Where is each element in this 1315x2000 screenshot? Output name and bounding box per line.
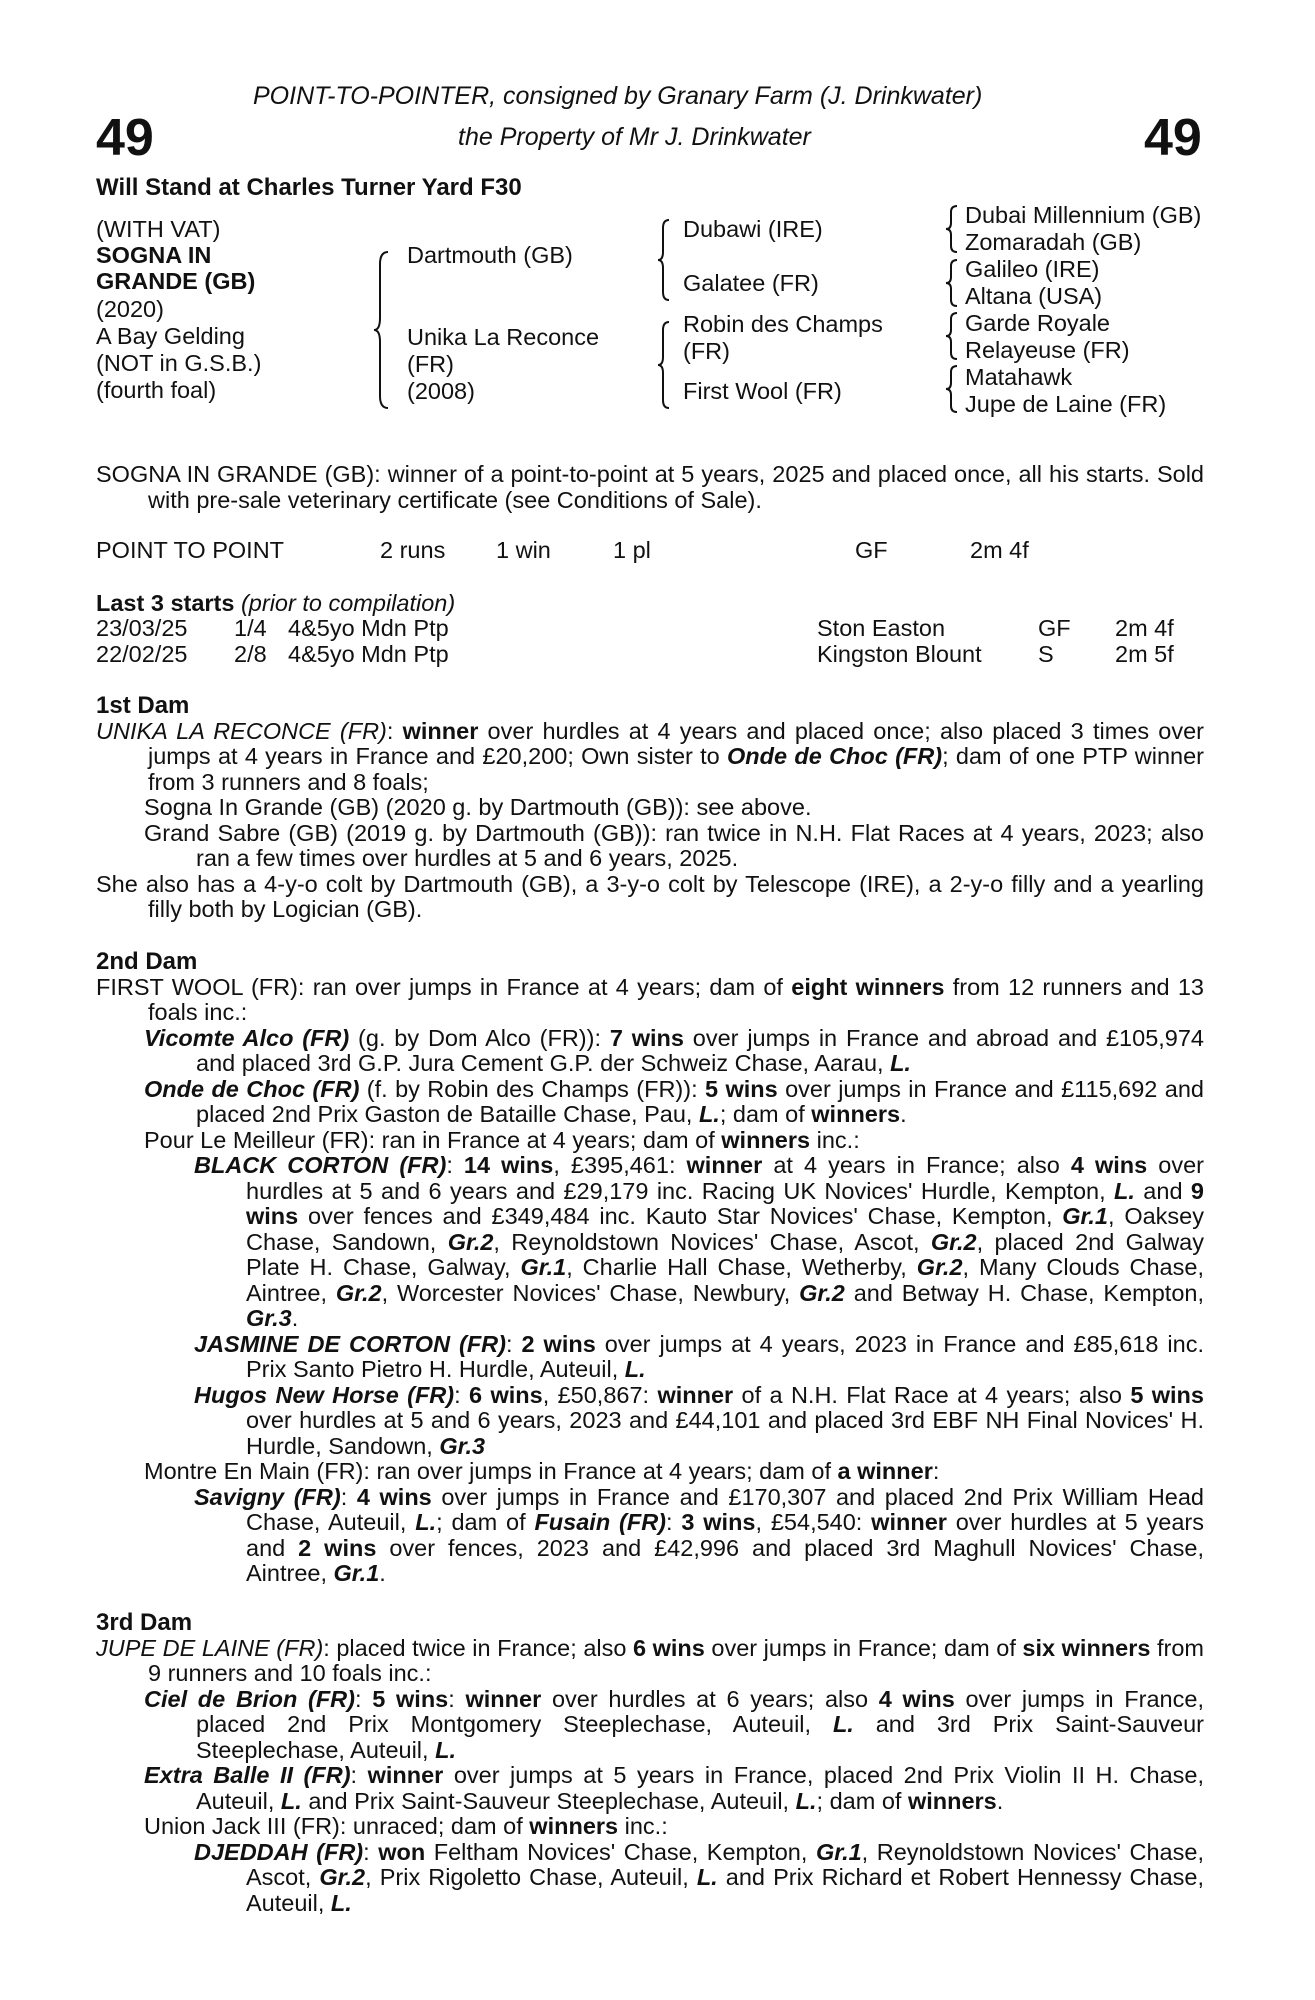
pedigree-g3-8: Jupe de Laine (FR) (965, 391, 1167, 417)
last-starts-title: Last 3 starts (96, 590, 235, 616)
record-going: GF (855, 537, 888, 563)
horse-summary: SOGNA IN GRANDE (GB): winner of a point-to-point at 5 years, 2025 and placed once, all his starts. Sold with pre-sale veterinary certificate (see Conditions of Sale). (96, 461, 1204, 513)
pedigree-dam-line1: Unika La Reconce (407, 324, 600, 350)
last-start-date-1: 23/03/25 (96, 615, 188, 641)
last-start-going-2: S (1038, 641, 1054, 667)
stand-info: Will Stand at Charles Turner Yard F30 (96, 174, 522, 201)
pedigree-sire-dam: Galatee (FR) (683, 270, 819, 296)
pedigree-brace-g3-3 (945, 311, 959, 361)
first-dam-other-foals: She also has a 4-y-o colt by Dartmouth (GB), a 3-y-o colt by Telescope (IRE), a 2-y-o filly and a yearling filly both by Logician (GB). (96, 870, 1204, 922)
progeny-hugos-new-horse: Hugos New Horse (FR): 6 wins, £50,867: winner of a N.H. Flat Race at 4 years; also 5 wins over hurdles at 5 and 6 years, 2023 and £44,101 and placed 3rd EBF NH Final Novices' H. Hurdle, Sandown, Gr.3 (194, 1381, 1204, 1459)
first-dam-progeny-2: Grand Sabre (GB) (2019 g. by Dartmouth (GB)): ran twice in N.H. Flat Races at 4 years, 2023; also ran a few times over hurdles at 5 and 6 years, 2025. (144, 819, 1204, 871)
pedigree-brace-dam (656, 320, 672, 410)
first-dam-heading: 1st Dam (96, 692, 190, 719)
pedigree-g3-2: Zomaradah (GB) (965, 229, 1142, 255)
pedigree-g3-7: Matahawk (965, 364, 1073, 390)
progeny-vicomte-alco: Vicomte Alco (FR) (g. by Dom Alco (FR)): 7 wins over jumps in France and abroad and £105,974 and placed 3rd G.P. Jura Cement G.P. der Schweiz Chase, Aarau, L. (144, 1024, 1204, 1076)
pedigree-brace-sire (656, 218, 672, 302)
consignor-line: POINT-TO-POINTER, consigned by Granary Farm (J. Drinkwater) (253, 82, 983, 110)
first-dam-para: UNIKA LA RECONCE (FR): winner over hurdles at 4 years and placed once; also placed 3 times over jumps at 4 years in France and £20,200; Own sister to Onde de Choc (FR); dam of one PTP winner from 3 runners and 8 foals; (96, 717, 1205, 795)
progeny-jasmine-de-corton: JASMINE DE CORTON (FR): 2 wins over jumps at 4 years, 2023 in France and £85,618 inc. Prix Santo Pietro H. Hurdle, Auteuil, L. (194, 1330, 1204, 1382)
pedigree-g3-4: Altana (USA) (965, 283, 1103, 309)
pedigree-g3-6: Relayeuse (FR) (965, 337, 1130, 363)
pedigree-brace-main (372, 250, 392, 410)
last-starts-note: (prior to compilation) (240, 590, 456, 616)
record-distance: 2m 4f (970, 537, 1029, 563)
foal-note: (fourth foal) (96, 377, 217, 403)
third-dam-section (96, 1610, 1204, 1916)
second-dam-intro: FIRST WOOL (FR): ran over jumps in France at 4 years; dam of eight winners from 12 runners and 13 foals inc.: (96, 973, 1205, 1025)
record-placed: 1 pl (613, 537, 651, 563)
progeny-pour-le-meilleur: Pour Le Meilleur (FR): ran in France at 4 years; dam of winners inc.: (144, 1126, 860, 1153)
last-start-dist-2: 2m 5f (1115, 641, 1174, 667)
first-dam-progeny-1: Sogna In Grande (GB) (2020 g. by Dartmouth (GB)): see above. (144, 794, 812, 820)
horse-name-line2: GRANDE (GB) (96, 268, 256, 294)
pedigree-sire: Dartmouth (GB) (407, 242, 573, 268)
pedigree-dam-sire-line1: Robin des Champs (683, 311, 883, 337)
vat-note: (WITH VAT) (96, 216, 221, 242)
pedigree-g3-3: Galileo (IRE) (965, 256, 1100, 282)
record-runs: 2 runs (380, 537, 446, 563)
last-start-race-1: 4&5yo Mdn Ptp (288, 615, 449, 641)
last-start-dist-1: 2m 4f (1115, 615, 1174, 641)
pedigree-brace-g3-1 (945, 204, 959, 254)
lot-number-right: 49 (1144, 109, 1202, 167)
horse-year: (2020) (96, 296, 164, 322)
last-start-going-1: GF (1038, 615, 1071, 641)
last-start-race-2: 4&5yo Mdn Ptp (288, 641, 449, 667)
third-dam-heading: 3rd Dam (96, 1609, 193, 1636)
last-start-course-1: Ston Easton (817, 615, 946, 641)
progeny-black-corton: BLACK CORTON (FR): 14 wins, £395,461: winner at 4 years in France; also 4 wins over hurdles at 5 and 6 years and £29,179 inc. Racing UK Novices' Hurdle, Kempton, L. and 9 wins over fences and £349,484 inc. Kauto Star Novices' Chase, Kempton, Gr.1, Oaksey Chase, Sandown, Gr.2, Reynoldstown Novices' Chase, Ascot, Gr.2, placed 2nd Galway Plate H. Chase, Galway, Gr.1, Charlie Hall Chase, Wetherby, Gr.2, Many Clouds Chase, Aintree, Gr.2, Worcester Novices' Chase, Newbury, Gr.2 and Betway H. Chase, Kempton, Gr.3. (194, 1152, 1204, 1331)
second-dam-section (96, 949, 1204, 1587)
last-starts-heading (96, 590, 455, 617)
gsb-note: (NOT in G.S.B.) (96, 350, 262, 376)
pedigree-g3-5: Garde Royale (965, 310, 1110, 336)
pedigree-dam-line2: (FR) (407, 351, 454, 377)
pedigree-g3-1: Dubai Millennium (GB) (965, 202, 1202, 228)
last-start-date-2: 22/02/25 (96, 641, 188, 667)
pedigree-sire-sire: Dubawi (IRE) (683, 216, 823, 242)
progeny-djeddah: DJEDDAH (FR): won Feltham Novices' Chase, Kempton, Gr.1, Reynoldstown Novices' Chase, Ascot, Gr.2, Prix Rigoletto Chase, Auteuil, L. and Prix Richard et Robert Hennessy Chase, Auteuil, L. (194, 1838, 1204, 1916)
lot-number-left: 49 (96, 109, 154, 167)
third-dam-intro: JUPE DE LAINE (FR): placed twice in France; also 6 wins over jumps in France; dam of six winners from 9 runners and 10 foals inc.: (96, 1634, 1205, 1686)
pedigree-brace-g3-2 (945, 258, 959, 308)
horse-name-line1: SOGNA IN (96, 242, 212, 268)
record-wins: 1 win (496, 537, 551, 563)
pedigree-dam-sire-line2: (FR) (683, 338, 730, 364)
first-dam-section (96, 693, 1204, 923)
progeny-extra-balle: Extra Balle II (FR): winner over jumps at 5 years in France, placed 2nd Prix Violin II H. Chase, Auteuil, L. and Prix Saint-Sauveur Steeplechase, Auteuil, L.; dam of winners. (144, 1762, 1204, 1814)
last-start-pos-1: 1/4 (234, 615, 267, 641)
progeny-savigny: Savigny (FR): 4 wins over jumps in France and £170,307 and placed 2nd Prix William Head Chase, Auteuil, L.; dam of Fusain (FR): 3 wins, £54,540: winner over hurdles at 5 years and 2 wins over fences, 2023 and £42,996 and placed 3rd Maghull Novices' Chase, Aintree, Gr.1. (194, 1483, 1204, 1586)
pedigree-dam-dam: First Wool (FR) (683, 378, 842, 404)
last-start-course-2: Kingston Blount (817, 641, 982, 667)
pedigree-brace-g3-4 (945, 364, 959, 414)
progeny-montre-en-main: Montre En Main (FR): ran over jumps in France at 4 years; dam of a winner: (144, 1458, 940, 1484)
pedigree-dam-line3: (2008) (407, 378, 475, 404)
horse-description: A Bay Gelding (96, 323, 245, 349)
second-dam-heading: 2nd Dam (96, 948, 198, 975)
record-label: POINT TO POINT (96, 537, 285, 563)
property-line: the Property of Mr J. Drinkwater (458, 123, 811, 151)
last-start-pos-2: 2/8 (234, 641, 267, 667)
progeny-union-jack: Union Jack III (FR): unraced; dam of winners inc.: (144, 1813, 668, 1839)
progeny-onde-de-choc: Onde de Choc (FR) (f. by Robin des Champs (FR)): 5 wins over jumps in France and £115,692 and placed 2nd Prix Gaston de Bataille Chase, Pau, L.; dam of winners. (144, 1075, 1204, 1127)
progeny-ciel-de-brion: Ciel de Brion (FR): 5 wins: winner over hurdles at 6 years; also 4 wins over jumps in France, placed 2nd Prix Montgomery Steeplechase, Auteuil, L. and 3rd Prix Saint-Sauveur Steeplechase, Auteuil, L. (144, 1685, 1204, 1763)
